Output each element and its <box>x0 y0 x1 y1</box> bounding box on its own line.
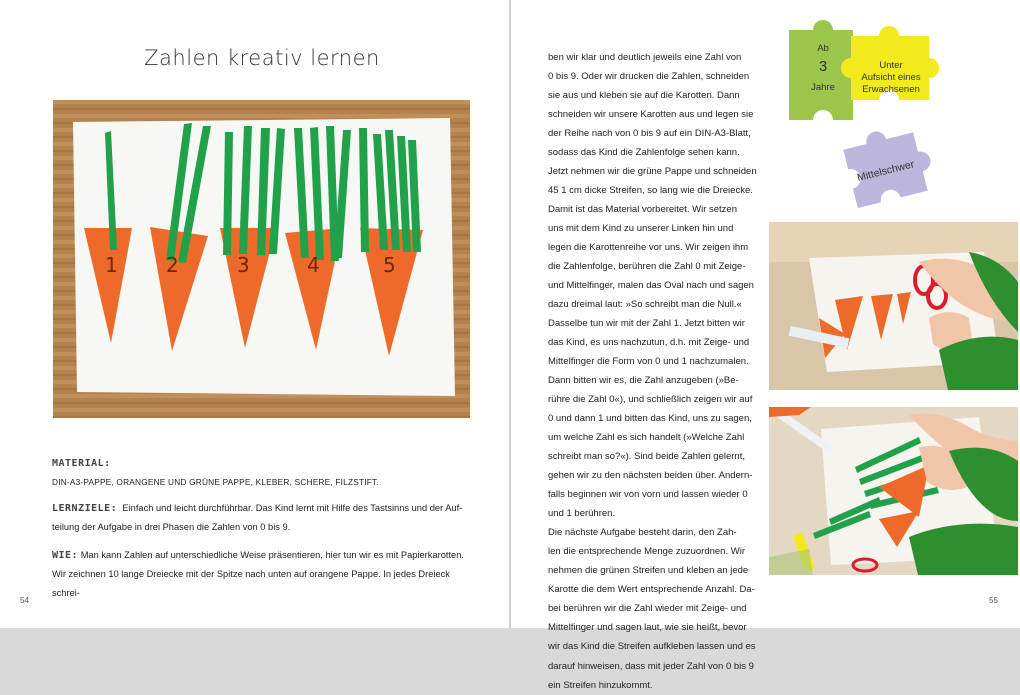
lernziele-line: teilung der Aufgabe in drei Phasen die Zahlen von 0 bis 9. <box>52 522 291 532</box>
text-line: len die entsprechende Menge zuzuordnen. Wir <box>548 546 745 558</box>
text-line: ben wir klar und deutlich jeweils eine Zahl von <box>548 52 742 63</box>
text-line: Damit ist das Material vorbereitet. Wir setzen <box>548 204 738 216</box>
page-number: 55 <box>989 596 998 605</box>
text-line: dazu dreimal laut: »So schreibt man die Null.« <box>548 299 742 311</box>
text-line: das Kind, es uns nachzutun, d.h. mit Zeige- und <box>548 337 750 349</box>
material-label: MATERIAL: <box>52 458 111 469</box>
text-line: ein Streifen hinzukommt. <box>548 679 653 691</box>
supervision-line: Aufsicht eines <box>861 72 921 83</box>
age-unit: Jahre <box>811 82 835 93</box>
supervision-line: Erwachsenen <box>862 84 920 95</box>
carrot-craft-photo <box>53 100 470 418</box>
text-line: uns mit dem Kind zu unserer Linken hin und <box>548 223 734 235</box>
difficulty-label: Mittelschwer <box>855 158 916 185</box>
lernziele-section <box>52 499 472 537</box>
page-title: Zahlen kreativ lernen <box>144 46 380 70</box>
text-line: wir das Kind die Streifen aufkleben lassen und es <box>548 641 756 653</box>
text-line: und 1 berühren. <box>548 508 616 520</box>
text-line: 0 bis 9. Oder wir drucken die Zahlen, schneiden <box>548 71 750 83</box>
text-line: legen die Karottenreihe vor uns. Wir zeigen ihm <box>548 242 749 254</box>
text-line: Karotte die dem Wert entsprechende Anzahl. Da- <box>548 584 755 596</box>
text-line: nehmen die grünen Streifen und kleben an jede <box>548 565 749 577</box>
text-line: 0 und dann 1 und bitten das Kind, uns zu sagen, <box>548 413 752 425</box>
text-line: falls beginnen wir von vorn und lassen wieder 0 <box>548 489 748 501</box>
text-line: darauf hinweisen, dass mit jeder Zahl von 0 bis 9 <box>548 660 754 672</box>
text-line: Jetzt nehmen wir die grüne Pappe und schneiden <box>548 166 757 178</box>
text-line: rühre die Zahl 0«), und schließlich zeigen wir auf <box>548 394 753 406</box>
age-value: 3 <box>818 58 828 75</box>
info-puzzle-badges <box>781 0 961 220</box>
carrot-number: 2 <box>166 253 179 277</box>
text-line: sodass das Kind die Zahlenfolge sehen kann. <box>548 147 740 159</box>
text-line: und Mittelfinger, malen das Oval nach und sagen <box>548 280 754 292</box>
child-gluing-photo <box>769 407 1018 575</box>
wie-line: Man kann Zahlen auf unterschiedliche Weise präsentieren, hier tun wir es mit Papierkarotten. <box>80 550 464 560</box>
text-line: der Reihe nach von 0 bis 9 auf ein DIN-A3-Blatt, <box>548 128 751 140</box>
text-line: Mittelfinger und sagen laut, wie sie heißt, bevor <box>548 622 747 634</box>
carrot-number: 1 <box>105 253 118 277</box>
lernziele-line: Einfach und leicht durchführbar. Das Kind lernt mit Hilfe des Tastsinns und der Auf- <box>122 503 463 513</box>
age-label: Ab <box>817 43 829 54</box>
left-page <box>0 0 509 628</box>
child-cutting-photo <box>769 222 1018 390</box>
text-line: die Zahlenfolge, berühren die Zahl 0 mit Zeige- <box>548 261 746 273</box>
wie-line: Wir zeichnen 10 lange Dreiecke mit der Spitze nach unten auf orangene Pappe. In jedes Dreieck schrei- <box>52 569 450 598</box>
supervision-line: Unter <box>879 60 903 71</box>
text-line: Dann bitten wir es, die Zahl anzugeben (»Be- <box>548 375 739 387</box>
text-line: gehen wir zu den nächsten beiden über. Andern- <box>548 470 753 482</box>
carrot-number: 3 <box>237 253 250 277</box>
lernziele-label: LERNZIELE: <box>52 503 118 514</box>
page-number: 54 <box>20 596 29 605</box>
instructions-text <box>548 48 770 695</box>
text-line: Mittelfinger die Form von 0 und 1 nachzumalen. <box>548 356 749 368</box>
text-line: schneiden wir unsere Karotten aus und legen sie <box>548 109 754 121</box>
text-line: sie aus und kleben sie auf die Karotten. Dann <box>548 90 740 102</box>
text-line: bei berühren wir die Zahl wieder mit Zeige- und <box>548 603 747 615</box>
wie-section <box>52 546 472 603</box>
text-line: um welche Zahl es sich handelt (»Welche Zahl <box>548 432 745 444</box>
material-text: DIN-A3-PAPPE, ORANGENE UND GRÜNE PAPPE, KLEBER, SCHERE, FILZSTIFT. <box>52 477 379 487</box>
carrot-number: 5 <box>383 253 396 277</box>
right-page <box>511 0 1020 691</box>
text-line: Dasselbe tun wir mit der Zahl 1. Jetzt bitten wir <box>548 318 745 330</box>
material-section <box>52 454 472 492</box>
text-line: 45 1 cm dicke Streifen, so lang wie die Dreiecke. <box>548 185 753 197</box>
wie-label: WIE: <box>52 550 79 561</box>
text-line: schreibt man so?«). Sind beide Zahlen gelernt, <box>548 451 745 463</box>
carrot-number: 4 <box>307 253 320 277</box>
text-line: Die nächste Aufgabe besteht darin, den Zah- <box>548 527 737 539</box>
